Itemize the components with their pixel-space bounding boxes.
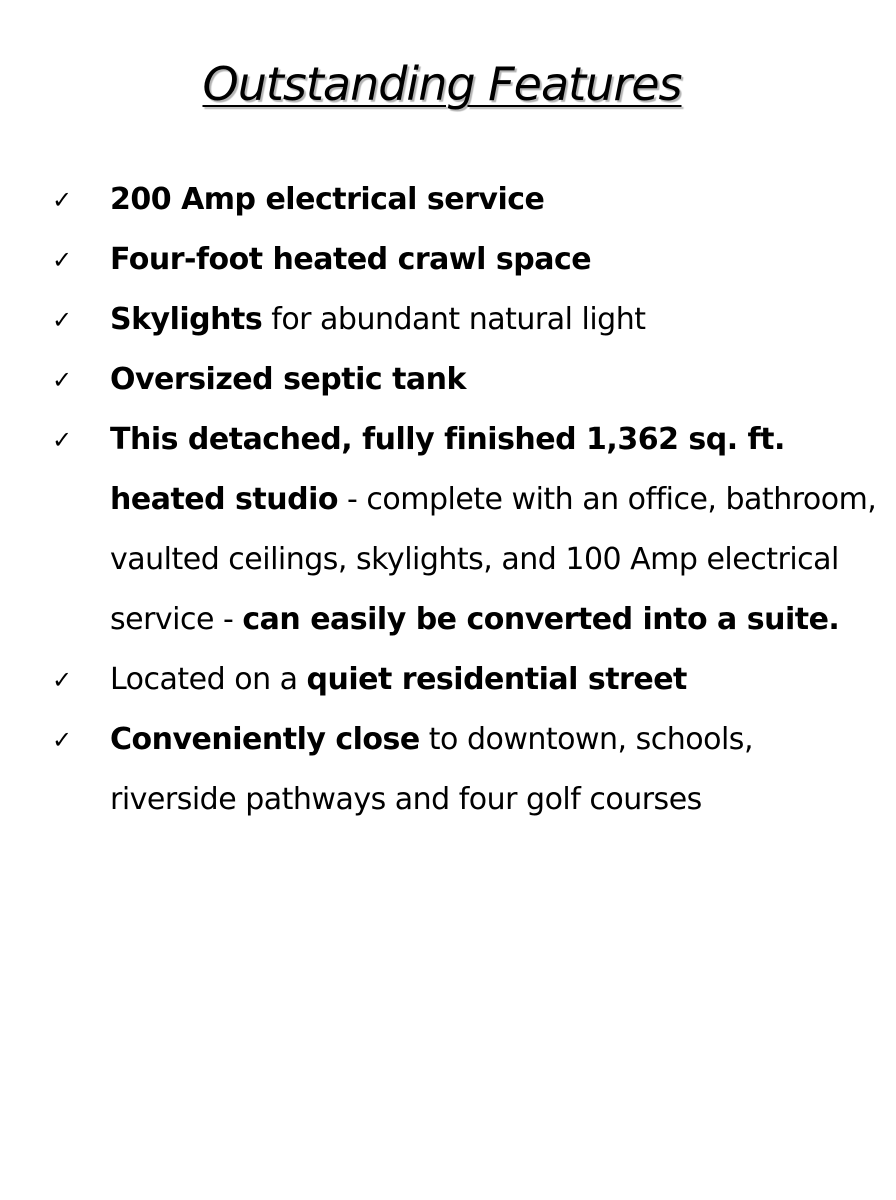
text-run: vaulted ceilings, skylights, and 100 Amp electrical [110,542,839,577]
item-line [110,230,888,290]
text-run: can easily be converted into a suite. [242,602,840,637]
text-run: Located on a [110,662,307,697]
text-run: - complete with an office, bathroom, [337,482,877,517]
page-title: Outstanding Features [202,57,682,111]
checkmark-icon: ✓ [52,186,73,214]
item-line [110,470,888,530]
features-list [0,170,896,830]
item-line [110,770,888,830]
text-run: riverside pathways and four golf courses [110,782,702,817]
text-run: heated studio [110,482,338,517]
text-run: Four-foot heated crawl space [110,242,592,277]
list-item [0,350,896,410]
list-item [0,710,896,830]
text-run: for abundant natural light [262,302,646,337]
item-line [110,170,888,230]
item-line [110,650,888,710]
text-run: This detached, fully finished 1,362 sq. ft. [110,422,785,457]
checkmark-icon: ✓ [52,306,73,334]
text-run: Conveniently close [110,722,420,757]
text-run: Skylights [110,302,263,337]
text-run: to downtown, schools, [419,722,753,757]
list-item [0,230,896,290]
text-run: 200 Amp electrical service [110,182,545,217]
list-item [0,290,896,350]
checkmark-icon: ✓ [52,246,73,274]
checkmark-icon: ✓ [52,726,73,754]
checkmark-icon: ✓ [52,366,73,394]
item-line [110,290,888,350]
text-run: service - [110,602,243,637]
item-line [110,530,888,590]
text-run: quiet residential street [306,662,687,697]
list-item [0,410,896,650]
list-item [0,170,896,230]
list-item [0,650,896,710]
checkmark-icon: ✓ [52,666,73,694]
item-line [110,350,888,410]
item-line [110,590,888,650]
checkmark-icon: ✓ [52,426,73,454]
text-run: Oversized septic tank [110,362,466,397]
item-line [110,410,888,470]
item-line [110,710,888,770]
